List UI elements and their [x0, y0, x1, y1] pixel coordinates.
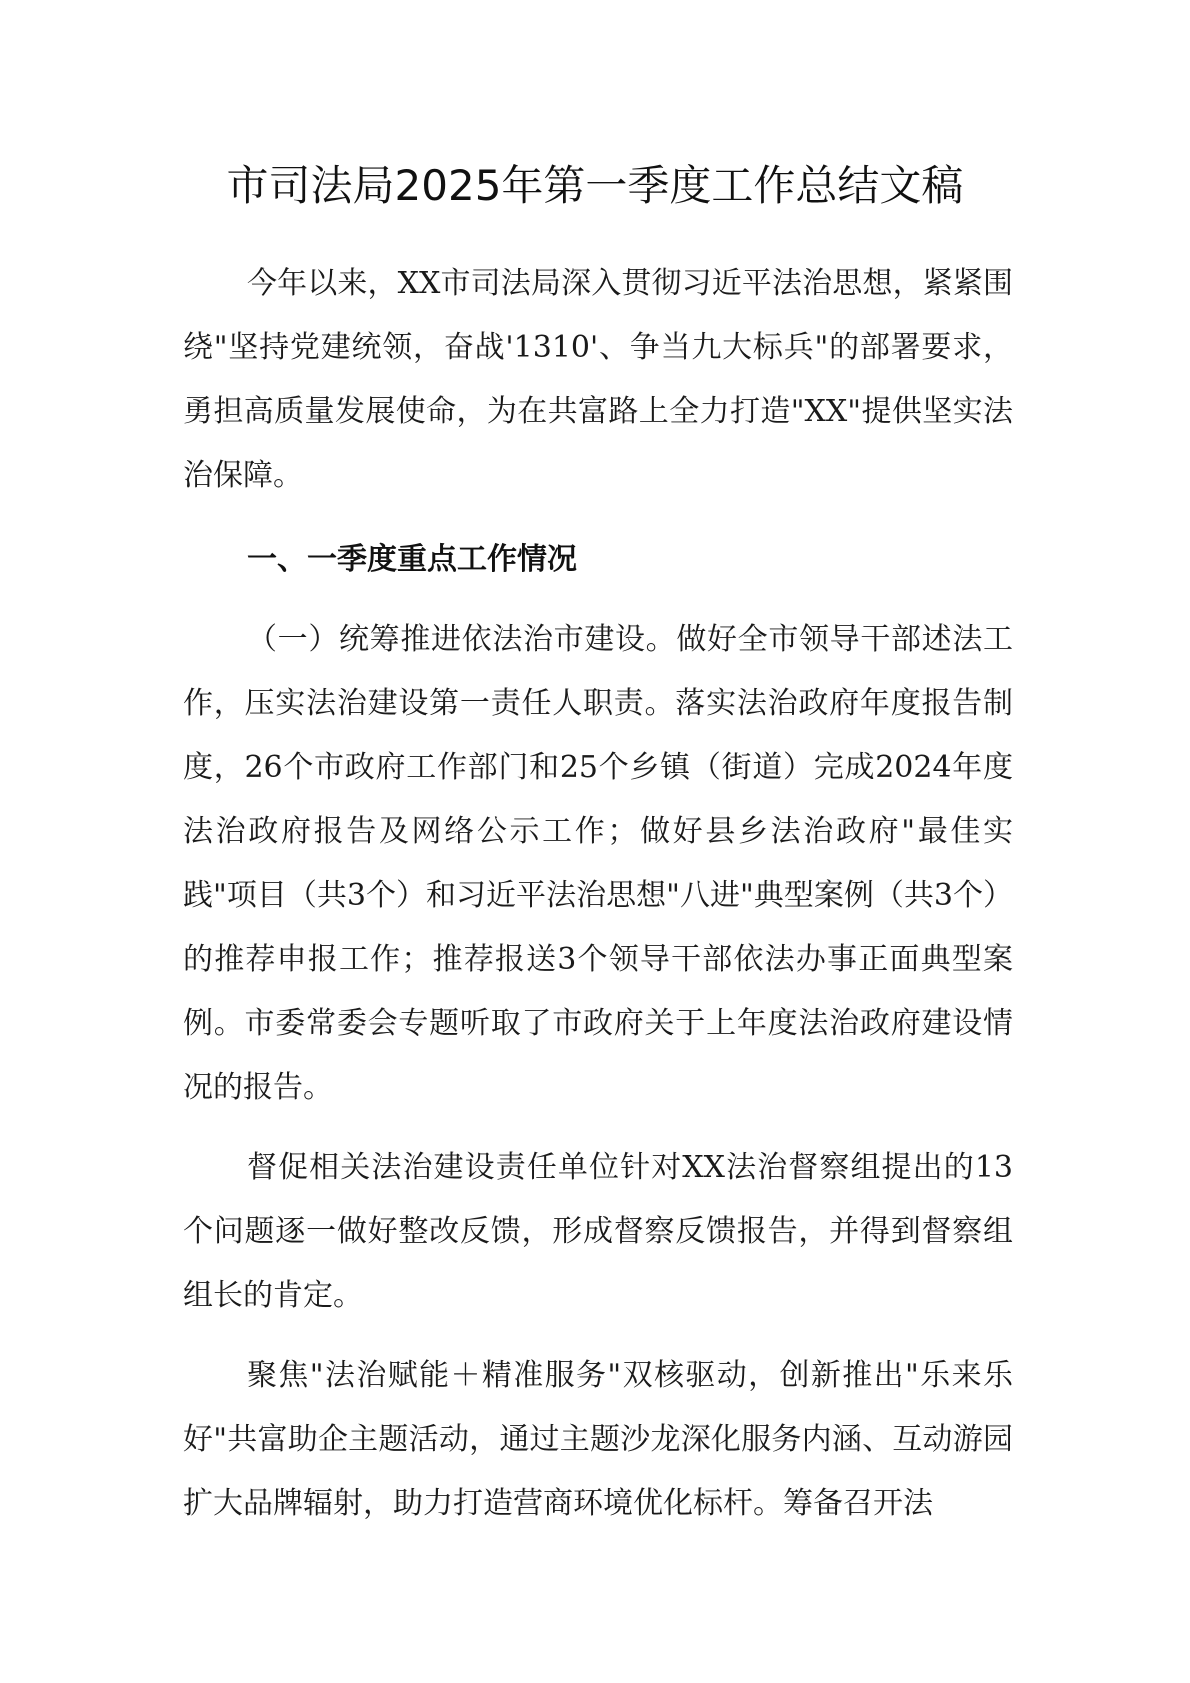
- paragraph-rectification: 督促相关法治建设责任单位针对XX法治督察组提出的13个问题逐一做好整改反馈，形成督察反馈报告，并得到督察组组长的肯定。: [183, 1150, 1013, 1313]
- paragraph-rule-of-law: （一）统筹推进依法治市建设。做好全市领导干部述法工作，压实法治建设第一责任人职责。落实法治政府年度报告制度，26个市政府工作部门和25个乡镇（街道）完成2024年度法治政府报告及网络公示工作；做好县乡法治政府"最佳实践"项目（共3个）和习近平法治思想"八进"典型案例（共3个）的推荐申报工作；推荐报送3个领导干部依法办事正面典型案例。市委常委会专题听取了市政府关于上年度法治政府建设情况的报告。: [183, 622, 1013, 1105]
- section-heading: 一、一季度重点工作情况: [247, 542, 577, 577]
- document-title: 市司法局2025年第一季度工作总结文稿: [226, 161, 964, 210]
- document-body: [183, 252, 1013, 1536]
- paragraph-business-service: 聚焦"法治赋能＋精准服务"双核驱动，创新推出"乐来乐好"共富助企主题活动，通过主题沙龙深化服务内涵、互动游园扩大品牌辐射，助力打造营商环境优化标杆。筹备召开法: [183, 1358, 1013, 1521]
- intro-paragraph: 今年以来，XX市司法局深入贯彻习近平法治思想，紧紧围绕"坚持党建统领，奋战'1310'、争当九大标兵"的部署要求，勇担高质量发展使命，为在共富路上全力打造"XX"提供坚实法治保障。: [183, 266, 1013, 493]
